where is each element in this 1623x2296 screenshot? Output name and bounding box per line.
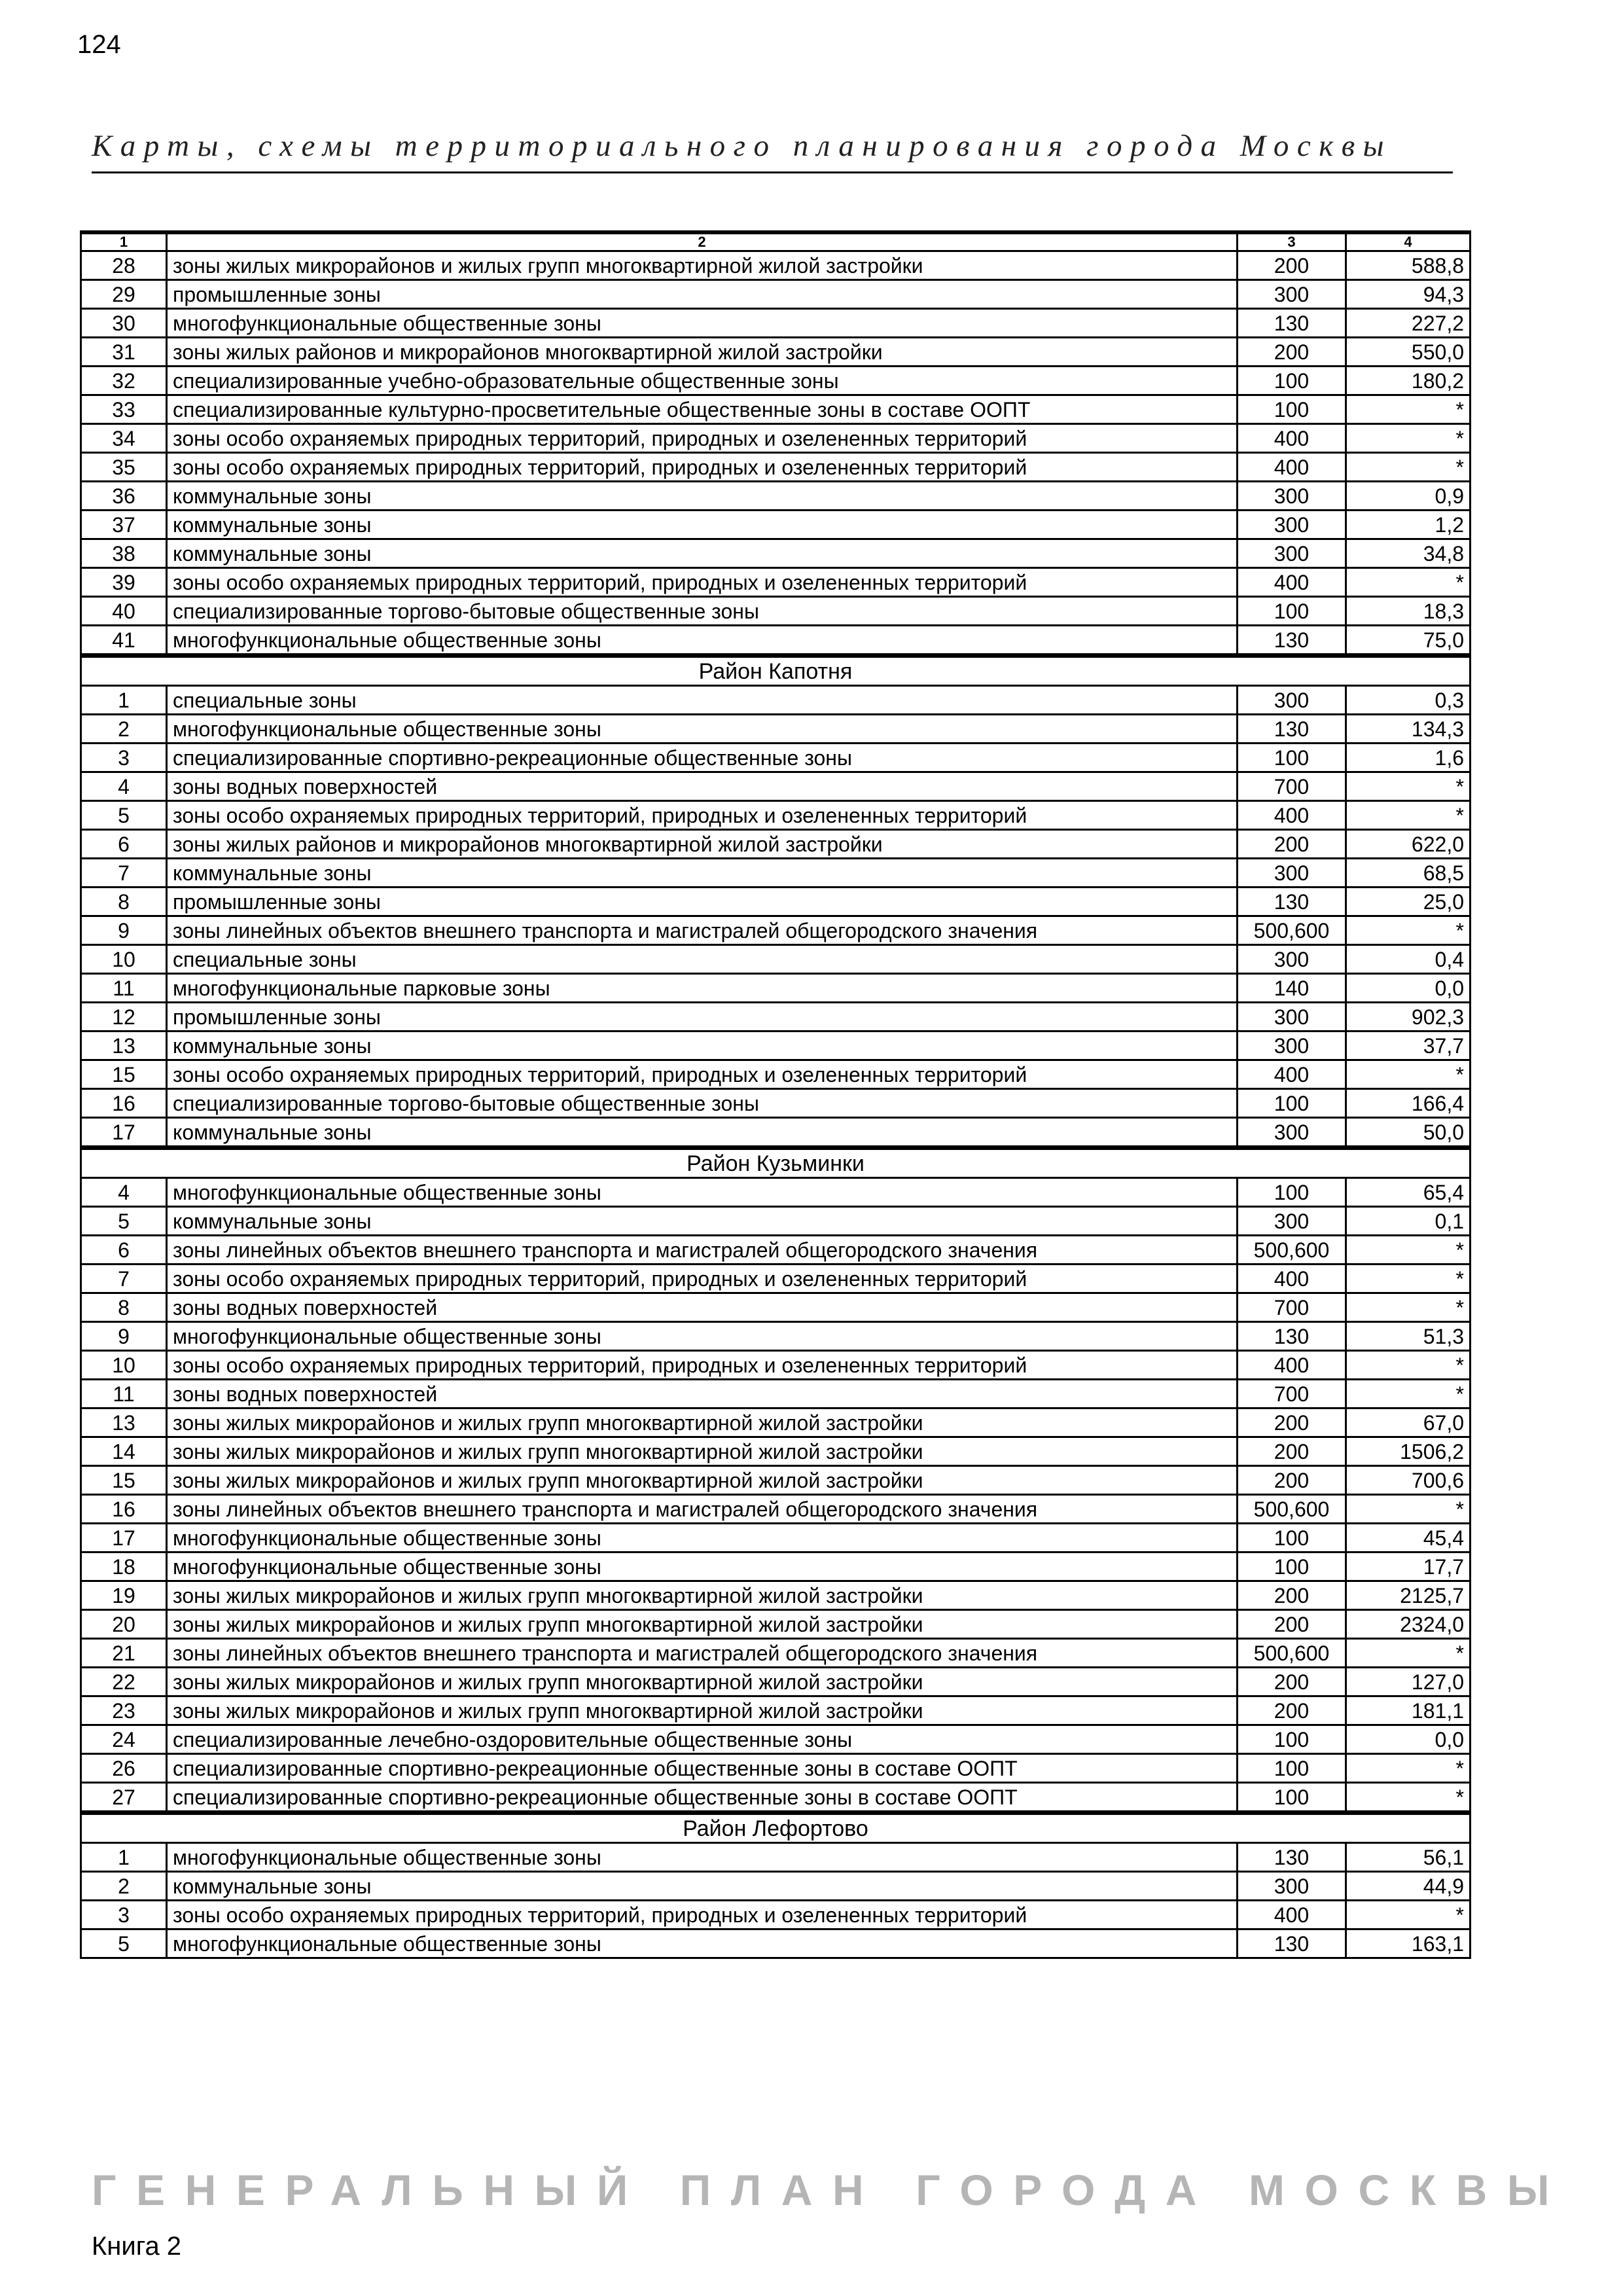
zone-code-cell: 140: [1238, 974, 1346, 1003]
zone-number-cell: 10: [81, 945, 167, 974]
zone-code-cell: 130: [1238, 1843, 1346, 1872]
zone-area-cell: *: [1346, 1754, 1471, 1783]
zone-number-cell: 2: [81, 715, 167, 744]
table-row: [81, 1696, 1471, 1725]
zone-area-cell: 622,0: [1346, 830, 1471, 859]
zone-number-cell: 27: [81, 1783, 167, 1813]
zone-number-cell: 5: [81, 1207, 167, 1236]
zone-code-cell: 200: [1238, 338, 1346, 367]
zone-area-cell: 550,0: [1346, 338, 1471, 367]
table-row: [81, 1610, 1471, 1639]
zone-code-cell: 300: [1238, 945, 1346, 974]
zone-type-cell: зоны жилых микрорайонов и жилых групп многоквартирной жилой застройки: [167, 1668, 1238, 1696]
zone-code-cell: 300: [1238, 280, 1346, 309]
zone-code-cell: 500,600: [1238, 1639, 1346, 1668]
zone-area-cell: 166,4: [1346, 1089, 1471, 1118]
zone-area-cell: 18,3: [1346, 597, 1471, 626]
district-title: Район Кузьминки: [81, 1148, 1471, 1178]
zone-type-cell: коммунальные зоны: [167, 1207, 1238, 1236]
zone-type-cell: многофункциональные парковые зоны: [167, 974, 1238, 1003]
zone-area-cell: 44,9: [1346, 1872, 1471, 1901]
zone-type-cell: промышленные зоны: [167, 280, 1238, 309]
zone-number-cell: 1: [81, 686, 167, 715]
district-header-row: [81, 1148, 1471, 1178]
zone-area-cell: 127,0: [1346, 1668, 1471, 1696]
header-rule: [92, 171, 1453, 173]
zone-type-cell: промышленные зоны: [167, 888, 1238, 916]
zone-area-cell: 0,4: [1346, 945, 1471, 974]
zone-code-cell: 100: [1238, 597, 1346, 626]
zone-area-cell: *: [1346, 1380, 1471, 1408]
district-title: Район Лефортово: [81, 1813, 1471, 1843]
zone-code-cell: 700: [1238, 1380, 1346, 1408]
zone-code-cell: 100: [1238, 1089, 1346, 1118]
zone-code-cell: 400: [1238, 424, 1346, 453]
zone-type-cell: коммунальные зоны: [167, 1031, 1238, 1060]
zone-area-cell: 163,1: [1346, 1929, 1471, 1958]
zone-area-cell: 37,7: [1346, 1031, 1471, 1060]
zone-area-cell: *: [1346, 424, 1471, 453]
zone-number-cell: 30: [81, 309, 167, 338]
table-row: [81, 395, 1471, 424]
table-row: [81, 1725, 1471, 1754]
zone-type-cell: зоны жилых микрорайонов и жилых групп многоквартирной жилой застройки: [167, 1437, 1238, 1466]
zone-area-cell: *: [1346, 1639, 1471, 1668]
zone-number-cell: 29: [81, 280, 167, 309]
zone-type-cell: специализированные торгово-бытовые общественные зоны: [167, 597, 1238, 626]
zone-number-cell: 39: [81, 568, 167, 597]
table-row: [81, 974, 1471, 1003]
table-row: [81, 251, 1471, 280]
zone-type-cell: зоны жилых микрорайонов и жилых групп многоквартирной жилой застройки: [167, 1696, 1238, 1725]
table-row: [81, 945, 1471, 974]
zone-area-cell: 1,2: [1346, 511, 1471, 539]
table-row: [81, 1178, 1471, 1207]
table-row: [81, 1236, 1471, 1265]
zone-number-cell: 4: [81, 1178, 167, 1207]
table-row: [81, 916, 1471, 945]
zone-code-cell: 300: [1238, 1031, 1346, 1060]
zone-code-cell: 100: [1238, 744, 1346, 772]
zone-number-cell: 41: [81, 626, 167, 656]
zone-type-cell: коммунальные зоны: [167, 539, 1238, 568]
zone-number-cell: 32: [81, 367, 167, 395]
zone-type-cell: зоны водных поверхностей: [167, 1380, 1238, 1408]
zone-code-cell: 300: [1238, 1003, 1346, 1031]
zone-type-cell: зоны жилых микрорайонов и жилых групп многоквартирной жилой застройки: [167, 1581, 1238, 1610]
zone-type-cell: зоны жилых микрорайонов и жилых групп многоквартирной жилой застройки: [167, 1408, 1238, 1437]
zone-type-cell: специализированные спортивно-рекреационные общественные зоны: [167, 744, 1238, 772]
zone-area-cell: *: [1346, 1495, 1471, 1524]
zone-number-cell: 7: [81, 1265, 167, 1293]
zone-area-cell: 0,1: [1346, 1207, 1471, 1236]
zone-area-cell: *: [1346, 1265, 1471, 1293]
footer-title: ГЕНЕРАЛЬНЫЙ ПЛАН ГОРОДА МОСКВЫ: [92, 2166, 1570, 2214]
zone-area-cell: 17,7: [1346, 1552, 1471, 1581]
zone-area-cell: 25,0: [1346, 888, 1471, 916]
zone-type-cell: многофункциональные общественные зоны: [167, 1552, 1238, 1581]
table-row: [81, 744, 1471, 772]
zone-area-cell: 75,0: [1346, 626, 1471, 656]
table-row: [81, 338, 1471, 367]
zone-type-cell: многофункциональные общественные зоны: [167, 1322, 1238, 1351]
zone-area-cell: 181,1: [1346, 1696, 1471, 1725]
zone-area-cell: *: [1346, 1236, 1471, 1265]
zone-type-cell: специализированные торгово-бытовые общественные зоны: [167, 1089, 1238, 1118]
zone-type-cell: многофункциональные общественные зоны: [167, 715, 1238, 744]
table-row: [81, 772, 1471, 801]
zone-area-cell: 0,3: [1346, 686, 1471, 715]
zone-area-cell: 700,6: [1346, 1466, 1471, 1495]
zone-type-cell: коммунальные зоны: [167, 1872, 1238, 1901]
table-row: [81, 1754, 1471, 1783]
table-row: [81, 1322, 1471, 1351]
zone-type-cell: специальные зоны: [167, 945, 1238, 974]
zone-code-cell: 200: [1238, 1437, 1346, 1466]
column-number-row: [81, 232, 1471, 251]
zone-number-cell: 3: [81, 1901, 167, 1929]
column-number-4: 4: [1346, 232, 1471, 251]
zone-type-cell: зоны водных поверхностей: [167, 1293, 1238, 1322]
zone-number-cell: 35: [81, 453, 167, 482]
zone-area-cell: 1,6: [1346, 744, 1471, 772]
zone-number-cell: 26: [81, 1754, 167, 1783]
table-row: [81, 1639, 1471, 1668]
table-row: [81, 597, 1471, 626]
zone-type-cell: зоны особо охраняемых природных территорий, природных и озелененных территорий: [167, 424, 1238, 453]
zone-type-cell: многофункциональные общественные зоны: [167, 1843, 1238, 1872]
zone-type-cell: зоны особо охраняемых природных территорий, природных и озелененных территорий: [167, 1901, 1238, 1929]
zone-code-cell: 300: [1238, 539, 1346, 568]
zone-number-cell: 40: [81, 597, 167, 626]
zone-number-cell: 16: [81, 1089, 167, 1118]
zone-number-cell: 13: [81, 1031, 167, 1060]
table-row: [81, 626, 1471, 656]
table-row: [81, 1524, 1471, 1552]
zone-area-cell: 588,8: [1346, 251, 1471, 280]
zone-type-cell: специализированные спортивно-рекреационные общественные зоны в составе ООПТ: [167, 1783, 1238, 1813]
zone-type-cell: зоны линейных объектов внешнего транспорта и магистралей общегородского значения: [167, 916, 1238, 945]
zone-number-cell: 18: [81, 1552, 167, 1581]
zone-number-cell: 1: [81, 1843, 167, 1872]
table-row: [81, 686, 1471, 715]
zone-number-cell: 4: [81, 772, 167, 801]
zone-area-cell: *: [1346, 801, 1471, 830]
zone-code-cell: 200: [1238, 251, 1346, 280]
zone-type-cell: многофункциональные общественные зоны: [167, 1929, 1238, 1958]
zone-number-cell: 6: [81, 1236, 167, 1265]
zone-type-cell: зоны линейных объектов внешнего транспорта и магистралей общегородского значения: [167, 1639, 1238, 1668]
zone-number-cell: 16: [81, 1495, 167, 1524]
table-row: [81, 568, 1471, 597]
zone-number-cell: 38: [81, 539, 167, 568]
zone-code-cell: 100: [1238, 367, 1346, 395]
zone-code-cell: 300: [1238, 686, 1346, 715]
zone-area-cell: 94,3: [1346, 280, 1471, 309]
zone-area-cell: 227,2: [1346, 309, 1471, 338]
zone-number-cell: 17: [81, 1118, 167, 1148]
zone-type-cell: многофункциональные общественные зоны: [167, 626, 1238, 656]
zone-code-cell: 130: [1238, 715, 1346, 744]
zone-code-cell: 400: [1238, 801, 1346, 830]
table-row: [81, 280, 1471, 309]
zone-area-cell: 2324,0: [1346, 1610, 1471, 1639]
zone-type-cell: промышленные зоны: [167, 1003, 1238, 1031]
zone-number-cell: 3: [81, 744, 167, 772]
table-row: [81, 367, 1471, 395]
zone-area-cell: 2125,7: [1346, 1581, 1471, 1610]
zones-table-body: [81, 232, 1471, 1958]
zone-number-cell: 11: [81, 974, 167, 1003]
zone-code-cell: 200: [1238, 1668, 1346, 1696]
zone-number-cell: 19: [81, 1581, 167, 1610]
footer-book-label: Книга 2: [92, 2232, 182, 2261]
column-number-2: 2: [167, 232, 1238, 251]
zone-type-cell: коммунальные зоны: [167, 1118, 1238, 1148]
zone-code-cell: 100: [1238, 1725, 1346, 1754]
zone-type-cell: специализированные культурно-просветительные общественные зоны в составе ООПТ: [167, 395, 1238, 424]
zone-code-cell: 500,600: [1238, 1236, 1346, 1265]
zone-number-cell: 9: [81, 916, 167, 945]
zone-area-cell: 0,0: [1346, 974, 1471, 1003]
zone-code-cell: 300: [1238, 1207, 1346, 1236]
zone-number-cell: 12: [81, 1003, 167, 1031]
zone-area-cell: *: [1346, 1060, 1471, 1089]
zone-number-cell: 5: [81, 1929, 167, 1958]
zone-code-cell: 700: [1238, 1293, 1346, 1322]
table-row: [81, 453, 1471, 482]
zone-type-cell: зоны линейных объектов внешнего транспорта и магистралей общегородского значения: [167, 1236, 1238, 1265]
table-row: [81, 511, 1471, 539]
zone-number-cell: 5: [81, 801, 167, 830]
table-row: [81, 1351, 1471, 1380]
zone-number-cell: 34: [81, 424, 167, 453]
zone-code-cell: 400: [1238, 568, 1346, 597]
table-row: [81, 1118, 1471, 1148]
zone-area-cell: *: [1346, 568, 1471, 597]
zone-number-cell: 23: [81, 1696, 167, 1725]
zone-code-cell: 400: [1238, 1351, 1346, 1380]
district-title: Район Капотня: [81, 656, 1471, 686]
zone-number-cell: 6: [81, 830, 167, 859]
zone-code-cell: 400: [1238, 1060, 1346, 1089]
zone-type-cell: коммунальные зоны: [167, 859, 1238, 888]
zone-type-cell: зоны линейных объектов внешнего транспорта и магистралей общегородского значения: [167, 1495, 1238, 1524]
zone-type-cell: многофункциональные общественные зоны: [167, 1178, 1238, 1207]
zone-type-cell: коммунальные зоны: [167, 511, 1238, 539]
zone-code-cell: 100: [1238, 1783, 1346, 1813]
zone-code-cell: 100: [1238, 395, 1346, 424]
zone-area-cell: 180,2: [1346, 367, 1471, 395]
zone-type-cell: специализированные учебно-образовательные общественные зоны: [167, 367, 1238, 395]
zone-number-cell: 28: [81, 251, 167, 280]
zone-number-cell: 15: [81, 1466, 167, 1495]
zone-number-cell: 9: [81, 1322, 167, 1351]
zone-code-cell: 130: [1238, 1929, 1346, 1958]
column-number-1: 1: [81, 232, 167, 251]
table-row: [81, 1408, 1471, 1437]
zone-code-cell: 200: [1238, 1581, 1346, 1610]
table-row: [81, 1495, 1471, 1524]
zone-type-cell: специализированные лечебно-оздоровительные общественные зоны: [167, 1725, 1238, 1754]
zone-area-cell: 65,4: [1346, 1178, 1471, 1207]
table-row: [81, 1668, 1471, 1696]
zone-area-cell: 902,3: [1346, 1003, 1471, 1031]
column-number-3: 3: [1238, 232, 1346, 251]
zone-area-cell: 56,1: [1346, 1843, 1471, 1872]
zone-area-cell: 0,9: [1346, 482, 1471, 511]
zone-type-cell: зоны жилых районов и микрорайонов многоквартирной жилой застройки: [167, 338, 1238, 367]
zone-number-cell: 17: [81, 1524, 167, 1552]
zone-number-cell: 22: [81, 1668, 167, 1696]
zone-area-cell: 67,0: [1346, 1408, 1471, 1437]
table-row: [81, 1466, 1471, 1495]
zone-code-cell: 100: [1238, 1754, 1346, 1783]
zone-number-cell: 7: [81, 859, 167, 888]
zone-code-cell: 100: [1238, 1524, 1346, 1552]
zone-area-cell: 1506,2: [1346, 1437, 1471, 1466]
table-row: [81, 1293, 1471, 1322]
zone-code-cell: 300: [1238, 1872, 1346, 1901]
zone-area-cell: *: [1346, 1901, 1471, 1929]
zone-code-cell: 500,600: [1238, 1495, 1346, 1524]
zone-type-cell: зоны жилых микрорайонов и жилых групп многоквартирной жилой застройки: [167, 1610, 1238, 1639]
zone-number-cell: 21: [81, 1639, 167, 1668]
zone-type-cell: зоны особо охраняемых природных территорий, природных и озелененных территорий: [167, 568, 1238, 597]
zone-code-cell: 300: [1238, 1118, 1346, 1148]
zone-code-cell: 700: [1238, 772, 1346, 801]
zone-code-cell: 200: [1238, 1466, 1346, 1495]
zone-area-cell: 68,5: [1346, 859, 1471, 888]
zone-area-cell: *: [1346, 1783, 1471, 1813]
zones-table: [80, 230, 1471, 1959]
zone-area-cell: 134,3: [1346, 715, 1471, 744]
zone-area-cell: *: [1346, 1293, 1471, 1322]
table-row: [81, 1060, 1471, 1089]
zone-code-cell: 400: [1238, 453, 1346, 482]
zone-number-cell: 11: [81, 1380, 167, 1408]
table-row: [81, 1552, 1471, 1581]
table-row: [81, 1843, 1471, 1872]
zone-number-cell: 13: [81, 1408, 167, 1437]
zone-number-cell: 8: [81, 1293, 167, 1322]
zone-number-cell: 14: [81, 1437, 167, 1466]
zone-number-cell: 10: [81, 1351, 167, 1380]
table-row: [81, 309, 1471, 338]
zone-area-cell: 34,8: [1346, 539, 1471, 568]
table-row: [81, 1929, 1471, 1958]
zone-code-cell: 130: [1238, 888, 1346, 916]
zone-code-cell: 300: [1238, 511, 1346, 539]
table-row: [81, 1783, 1471, 1813]
zone-number-cell: 24: [81, 1725, 167, 1754]
zone-type-cell: зоны жилых микрорайонов и жилых групп многоквартирной жилой застройки: [167, 251, 1238, 280]
zone-code-cell: 130: [1238, 309, 1346, 338]
zone-code-cell: 130: [1238, 626, 1346, 656]
table-row: [81, 888, 1471, 916]
zone-area-cell: *: [1346, 1351, 1471, 1380]
zone-type-cell: зоны жилых микрорайонов и жилых групп многоквартирной жилой застройки: [167, 1466, 1238, 1495]
district-header-row: [81, 656, 1471, 686]
zone-code-cell: 300: [1238, 482, 1346, 511]
zone-code-cell: 300: [1238, 859, 1346, 888]
table-row: [81, 482, 1471, 511]
zone-type-cell: зоны особо охраняемых природных территорий, природных и озелененных территорий: [167, 1265, 1238, 1293]
zone-area-cell: *: [1346, 916, 1471, 945]
zone-number-cell: 20: [81, 1610, 167, 1639]
zone-type-cell: зоны жилых районов и микрорайонов многоквартирной жилой застройки: [167, 830, 1238, 859]
zone-code-cell: 200: [1238, 830, 1346, 859]
zone-type-cell: зоны особо охраняемых природных территорий, природных и озелененных территорий: [167, 1351, 1238, 1380]
table-row: [81, 1265, 1471, 1293]
table-row: [81, 1437, 1471, 1466]
zone-code-cell: 200: [1238, 1696, 1346, 1725]
zone-type-cell: специализированные спортивно-рекреационные общественные зоны в составе ООПТ: [167, 1754, 1238, 1783]
zone-area-cell: 50,0: [1346, 1118, 1471, 1148]
table-row: [81, 715, 1471, 744]
zone-area-cell: 0,0: [1346, 1725, 1471, 1754]
table-row: [81, 539, 1471, 568]
zone-number-cell: 36: [81, 482, 167, 511]
zone-type-cell: зоны особо охраняемых природных территорий, природных и озелененных территорий: [167, 1060, 1238, 1089]
table-row: [81, 1031, 1471, 1060]
table-row: [81, 1089, 1471, 1118]
table-row: [81, 830, 1471, 859]
table-row: [81, 1207, 1471, 1236]
zone-code-cell: 400: [1238, 1901, 1346, 1929]
zone-code-cell: 400: [1238, 1265, 1346, 1293]
zone-number-cell: 33: [81, 395, 167, 424]
zone-type-cell: коммунальные зоны: [167, 482, 1238, 511]
zone-type-cell: специальные зоны: [167, 686, 1238, 715]
zone-type-cell: зоны особо охраняемых природных территорий, природных и озелененных территорий: [167, 801, 1238, 830]
zone-code-cell: 130: [1238, 1322, 1346, 1351]
zone-area-cell: 51,3: [1346, 1322, 1471, 1351]
table-row: [81, 1003, 1471, 1031]
zone-area-cell: *: [1346, 395, 1471, 424]
zone-number-cell: 15: [81, 1060, 167, 1089]
zone-type-cell: многофункциональные общественные зоны: [167, 309, 1238, 338]
table-row: [81, 1581, 1471, 1610]
table-row: [81, 1380, 1471, 1408]
zone-number-cell: 31: [81, 338, 167, 367]
zone-code-cell: 200: [1238, 1610, 1346, 1639]
zone-type-cell: зоны водных поверхностей: [167, 772, 1238, 801]
district-header-row: [81, 1813, 1471, 1843]
zone-number-cell: 8: [81, 888, 167, 916]
zone-number-cell: 2: [81, 1872, 167, 1901]
zone-number-cell: 37: [81, 511, 167, 539]
zone-area-cell: *: [1346, 453, 1471, 482]
table-row: [81, 424, 1471, 453]
table-row: [81, 859, 1471, 888]
zone-area-cell: *: [1346, 772, 1471, 801]
zone-code-cell: 500,600: [1238, 916, 1346, 945]
table-row: [81, 1872, 1471, 1901]
header-title: Карты, схемы территориального планирования города Москвы: [92, 129, 1392, 163]
table-row: [81, 1901, 1471, 1929]
zone-area-cell: 45,4: [1346, 1524, 1471, 1552]
page-number: 124: [77, 30, 121, 59]
table-row: [81, 801, 1471, 830]
zone-code-cell: 200: [1238, 1408, 1346, 1437]
zone-type-cell: многофункциональные общественные зоны: [167, 1524, 1238, 1552]
zone-code-cell: 100: [1238, 1178, 1346, 1207]
zone-type-cell: зоны особо охраняемых природных территорий, природных и озелененных территорий: [167, 453, 1238, 482]
zone-code-cell: 100: [1238, 1552, 1346, 1581]
